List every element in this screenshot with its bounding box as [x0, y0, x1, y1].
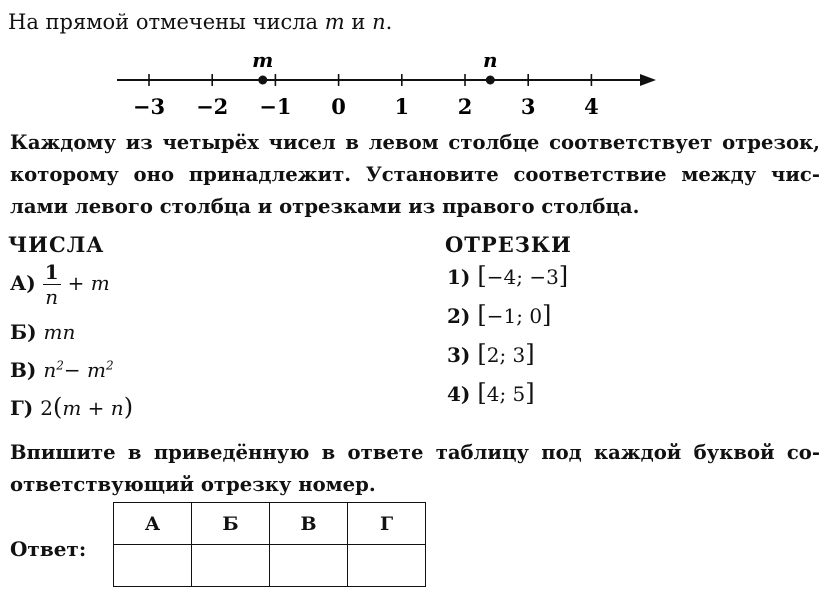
answer-letter: Б	[192, 503, 270, 545]
segment-label: 3)	[447, 343, 471, 367]
instruction-line: ответствующий отрезку номер.	[10, 473, 376, 496]
number-item-label: Г)	[10, 396, 34, 420]
point-label: n	[483, 48, 498, 72]
number-item-g	[10, 393, 133, 421]
fraction	[43, 262, 61, 307]
segment-content: 2; 3	[486, 343, 526, 367]
answer-input-row	[114, 545, 426, 587]
segment-label: 4)	[447, 382, 471, 406]
expr-base: n	[43, 358, 57, 382]
segments-heading: ОТРЕЗКИ	[445, 232, 572, 257]
fraction-numerator: 1	[44, 260, 59, 284]
answer-cell[interactable]	[114, 545, 192, 587]
bracket-open: [	[477, 301, 487, 329]
expr-exponent: 2	[105, 358, 114, 373]
expr-base: m	[87, 358, 106, 382]
segment-label: 2)	[447, 304, 471, 328]
paren-open: (	[52, 393, 63, 421]
answer-letter: Г	[348, 503, 426, 545]
answer-label: Ответ:	[10, 537, 87, 561]
number-item-label: В)	[10, 358, 37, 382]
fraction-denominator: n	[45, 285, 59, 309]
expr-minus: −	[63, 358, 87, 382]
tick-label: −1	[259, 94, 292, 119]
tick-label: 4	[584, 94, 599, 119]
bracket-close: ]	[525, 340, 535, 368]
numbers-heading: ЧИСЛА	[8, 232, 105, 257]
answer-cell[interactable]	[348, 545, 426, 587]
bracket-close: ]	[525, 379, 535, 407]
bracket-close: ]	[542, 301, 552, 329]
number-item-b	[10, 320, 75, 344]
number-item-a	[10, 262, 110, 307]
number-item-expr: m + n	[62, 396, 124, 420]
number-item-v	[10, 358, 114, 382]
tick-label: 3	[520, 94, 536, 119]
intro-and: и	[351, 10, 366, 34]
bracket-open: [	[477, 340, 487, 368]
tick-label: 0	[331, 94, 346, 119]
number-item-label: А)	[10, 271, 36, 295]
segment-item	[447, 301, 551, 329]
bracket-close: ]	[558, 262, 569, 290]
intro-m: m	[324, 10, 345, 34]
instruction-line: Впишите в приведённую в ответе таблицу под каждой буквой со-	[10, 441, 820, 464]
segment-label: 1)	[447, 265, 471, 289]
answer-letter: В	[270, 503, 348, 545]
number-item-expr	[43, 358, 113, 382]
bracket-open: [	[477, 379, 487, 407]
answer-header-row	[114, 503, 426, 545]
answer-cell[interactable]	[192, 545, 270, 587]
intro-dot: .	[385, 10, 393, 34]
number-item-expr: + m	[67, 271, 110, 295]
task-line: которому оно принадлежит. Установите соответствие между чис-	[10, 163, 820, 186]
number-line	[0, 44, 828, 124]
task-line: Каждому из четырёх чисел в левом столбце соответствует отрезок,	[10, 131, 820, 154]
tick-label: 2	[457, 94, 473, 119]
task-paragraph	[10, 127, 820, 223]
number-item-label: Б)	[10, 320, 37, 344]
point-label: m	[252, 48, 274, 72]
segment-item	[447, 262, 568, 290]
expr-exponent: 2	[56, 358, 64, 373]
tick-label: 1	[394, 94, 410, 119]
bracket-open: [	[477, 262, 487, 290]
number-item-expr: mn	[43, 320, 76, 344]
intro-line	[8, 10, 392, 34]
answer-letter: А	[114, 503, 192, 545]
intro-n: n	[372, 10, 386, 34]
answer-table	[113, 502, 426, 587]
expr-coef: 2	[40, 396, 53, 420]
tick-label: −3	[132, 94, 166, 119]
task-line: лами левого столбца и отрезками из правого столбца.	[10, 195, 640, 218]
point-m	[258, 76, 267, 85]
segment-content: −1; 0	[486, 304, 543, 328]
intro-text: На прямой отмечены числа	[8, 10, 319, 34]
paren-close: )	[123, 393, 134, 421]
segment-item	[447, 379, 535, 407]
point-n	[486, 76, 495, 85]
segment-content: 4; 5	[486, 382, 526, 406]
answer-cell[interactable]	[270, 545, 348, 587]
tick-label: −2	[196, 94, 229, 119]
segment-item	[447, 340, 535, 368]
segment-content: −4; −3	[486, 265, 559, 289]
instruction-paragraph	[10, 437, 820, 501]
number-line-arrow-icon	[640, 74, 656, 86]
